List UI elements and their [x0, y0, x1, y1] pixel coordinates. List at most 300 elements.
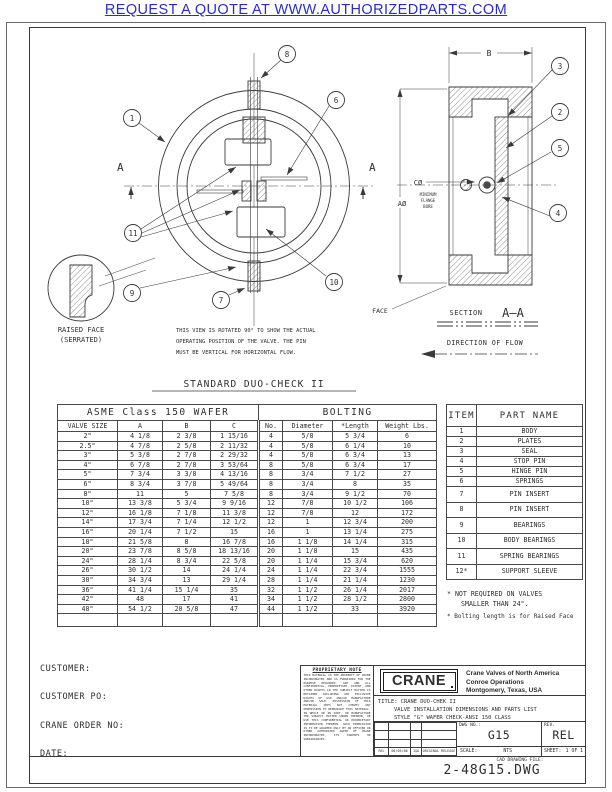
table-cell: 44: [259, 604, 283, 614]
table-cell: 1 1/4: [283, 575, 333, 585]
table-cell: 6": [58, 479, 118, 489]
dimensions-table-body: [58, 432, 437, 627]
table-cell: 13: [378, 451, 437, 461]
proprietary-note-header: PROPRIETARY NOTE: [312, 667, 362, 673]
table-cell: 1230: [378, 575, 437, 585]
table-cell: 21 1/4: [333, 575, 378, 585]
bolting-group-header: BOLTING: [259, 405, 437, 421]
table-cell: PLATES: [477, 437, 583, 447]
drawing-title-field: [374, 696, 585, 722]
left-spring: [242, 181, 251, 201]
svg-text:10: 10: [329, 277, 339, 287]
column-header: B: [163, 421, 211, 432]
table-cell: 3: [447, 447, 477, 457]
table-cell: 7 5/8: [211, 489, 259, 499]
table-cell: 3/4: [283, 489, 333, 499]
table-cell: 8: [333, 479, 378, 489]
table-cell: [283, 614, 333, 627]
table-cell: 54 1/2: [118, 604, 163, 614]
table-cell: 4 13/16: [211, 470, 259, 480]
svg-text:8: 8: [284, 49, 290, 59]
table-cell: 620: [378, 556, 437, 566]
table-row: [447, 487, 583, 503]
company-line: Montgomery, Texas, USA: [466, 687, 543, 695]
table-cell: 13: [163, 575, 211, 585]
table-cell: 1 1/2: [283, 595, 333, 605]
column-header: A: [118, 421, 163, 432]
flow-arrow-icon: [421, 350, 435, 358]
dimensions-table: [57, 404, 437, 627]
table-cell: 10: [378, 441, 437, 451]
table-cell: 1 1/4: [283, 556, 333, 566]
table-row: [58, 566, 437, 576]
svg-text:5: 5: [557, 143, 563, 153]
table-cell: 3 3/8: [163, 470, 211, 480]
customer-fields: [40, 664, 124, 777]
table-cell: 12: [259, 499, 283, 509]
table-cell: 1555: [378, 566, 437, 576]
note-bolting-length: * Bolting length is for Raised Face: [447, 613, 574, 621]
svg-text:MUST BE VERTICAL FOR HORIZONTA: MUST BE VERTICAL FOR HORIZONTAL FLOW.: [176, 350, 297, 356]
table-cell: [259, 614, 283, 627]
table-cell: 28: [259, 575, 283, 585]
table-cell: 18 13/16: [211, 547, 259, 557]
table-cell: 6 1/4: [333, 441, 378, 451]
table-cell: 106: [378, 499, 437, 509]
dimension-b: [449, 47, 532, 83]
table-cell: 2 7/8: [163, 460, 211, 470]
table-cell: 6: [378, 432, 437, 442]
release-row: [375, 747, 457, 755]
crane-logo-text: CRANE: [391, 673, 447, 689]
table-cell: 26 1/4: [333, 585, 378, 595]
svg-text:7: 7: [218, 295, 224, 305]
balloon-8: [279, 46, 296, 63]
table-cell: 8 3/4: [163, 556, 211, 566]
table-cell: 12": [58, 508, 118, 518]
table-cell: 7 1/8: [163, 508, 211, 518]
table-cell: 5 3/4: [163, 499, 211, 509]
dim-label-b: B: [486, 49, 492, 58]
table-cell: 1: [447, 427, 477, 437]
valve-drawing: [29, 27, 586, 401]
right-plate-edge: [261, 177, 307, 180]
svg-text:STANDARD DUO-CHECK II: STANDARD DUO-CHECK II: [183, 379, 325, 390]
table-cell: 3/4: [283, 479, 333, 489]
table-cell: 24: [259, 566, 283, 576]
svg-text:2: 2: [557, 107, 563, 117]
table-cell: 7 1/2: [333, 470, 378, 480]
table-row: [58, 508, 437, 518]
table-row: [58, 556, 437, 566]
scale-label: SCALE:: [460, 749, 478, 754]
rotation-note: [176, 328, 316, 356]
table-cell: 3 53/64: [211, 460, 259, 470]
table-cell: 1 1/2: [283, 604, 333, 614]
customer-po-label: CUSTOMER PO:: [40, 692, 108, 703]
balloon-11: [125, 225, 142, 242]
balloon-6: [328, 92, 345, 109]
table-row: [58, 499, 437, 509]
section-marker-letter: A: [117, 161, 124, 174]
balloon-2: [552, 104, 569, 121]
table-cell: 5: [163, 489, 211, 499]
table-cell: 21 5/8: [118, 537, 163, 547]
table-cell: 20 5/8: [163, 604, 211, 614]
plate-section: [495, 117, 508, 255]
table-cell: 24 1/4: [211, 566, 259, 576]
dwg-no-value: G15: [487, 728, 511, 742]
table-cell: 5 49/64: [211, 479, 259, 489]
table-cell: 15 3/4: [333, 556, 378, 566]
balloon-3: [552, 58, 569, 75]
table-cell: 42": [58, 595, 118, 605]
table-cell: 8: [163, 537, 211, 547]
table-row: [447, 549, 583, 565]
table-row: [447, 437, 583, 447]
table-cell: 32: [259, 585, 283, 595]
table-cell: 13 3/8: [118, 499, 163, 509]
table-cell: 7 1/2: [163, 527, 211, 537]
crane-logo: [380, 669, 458, 693]
svg-text:OPERATING POSITION OF THE VALV: OPERATING POSITION OF THE VALVE. THE PIN: [176, 339, 306, 345]
table-cell: 14": [58, 518, 118, 528]
table-cell: 1: [283, 527, 333, 537]
upper-pin-insert: [243, 117, 265, 143]
column-header: Diameter: [283, 421, 333, 432]
svg-text:6: 6: [333, 95, 339, 105]
sheet-value: 1 OF 1: [565, 749, 583, 754]
table-cell: 29 1/4: [211, 575, 259, 585]
logo-row: [374, 666, 585, 696]
scale-cell: [456, 747, 541, 756]
table-cell: 2 11/32: [211, 441, 259, 451]
section-marker-letter: A: [369, 161, 376, 174]
customer-label: CUSTOMER:: [40, 664, 91, 674]
raised-face-detail: [48, 255, 155, 344]
company-address: [466, 670, 559, 696]
table-cell: 16": [58, 527, 118, 537]
table-row: [447, 457, 583, 467]
table-cell: 12: [259, 518, 283, 528]
table-cell: 8: [259, 470, 283, 480]
table-cell: 36": [58, 585, 118, 595]
table-cell: 14 1/4: [333, 537, 378, 547]
table-cell: 15: [333, 547, 378, 557]
table-cell: 34 3/4: [118, 575, 163, 585]
table-cell: 12 3/4: [333, 518, 378, 528]
table-cell: BEARINGS: [477, 518, 583, 534]
table-cell: 22 3/4: [333, 566, 378, 576]
table-cell: 7 1/4: [163, 518, 211, 528]
table-cell: 11: [447, 549, 477, 565]
table-cell: 16: [259, 537, 283, 547]
min-flange-bore-line1: MINIMUM: [419, 192, 437, 197]
release-description: ORIGINAL RELEASE: [422, 747, 457, 755]
table-cell: [118, 614, 163, 627]
table-cell: 70: [378, 489, 437, 499]
table-row: [447, 502, 583, 518]
column-header: No.: [259, 421, 283, 432]
table-cell: 10": [58, 499, 118, 509]
parts-header-row: [447, 405, 583, 427]
table-cell: 15 1/4: [163, 585, 211, 595]
table-cell: [58, 614, 118, 627]
table-row: [58, 604, 437, 614]
table-cell: SPRINGS: [477, 477, 583, 487]
proprietary-note-body: THIS MATERIAL IS THE PROPERTY OF CRANE INCORPORATED AND IS FURNISHED FOR THE PURPOSE REQUIRED. ANY AND ALL CONFIDENTIAL, PROPRIETARY, PATENT, AND OTHER RIGHTS IN THE SUBJECT MATTER IS RETAINED INCLUDING ANY EXCLUSIVE RIGHTS OF USE AND/OR MANUFACTURE AND/OR SALE. POSSESSION OF THIS MATERIAL DOES NOT CONVEY ANY PERMISSION TO REPRODUCE THIS MATERIAL, IN WHOLE OR IN PART, OR MANUFACTURE THE SUBJECT MATTER SHOWN THEREON, OR USE THIS CONFIDENTIAL OR PROPRIETARY INFORMATION THEREON. SUCH PERMISSION IS TO BE GRANTED ONLY BY AN OFFICER OR OTHER AUTHORIZED AGENT OF CRANE INCORPORATED, ITS PARENTS OR SUBSIDIARIES.: [303, 673, 371, 742]
balloon-7: [213, 292, 230, 309]
table-cell: [378, 614, 437, 627]
table-row: [447, 518, 583, 534]
table-cell: 2": [58, 432, 118, 442]
face-callout: [372, 286, 446, 315]
table-cell: 5": [58, 470, 118, 480]
revision-grid: [374, 722, 457, 756]
table-cell: 5/8: [283, 460, 333, 470]
footer-divider: [30, 756, 300, 757]
table-cell: 35: [211, 585, 259, 595]
column-header: C: [211, 421, 259, 432]
table-cell: 8: [447, 502, 477, 518]
table-cell: 17 3/4: [118, 518, 163, 528]
balloon-9: [124, 285, 141, 302]
table-cell: 8: [259, 479, 283, 489]
table-cell: 8 5/8: [163, 547, 211, 557]
table-cell: 28 1/4: [118, 556, 163, 566]
table-cell: 4: [259, 441, 283, 451]
table-cell: 28 1/2: [333, 595, 378, 605]
table-row: [58, 527, 437, 537]
table-cell: 435: [378, 547, 437, 557]
section-view: [372, 47, 568, 358]
table-cell: 8": [58, 489, 118, 499]
table-cell: 47: [211, 604, 259, 614]
table-cell: 20: [259, 547, 283, 557]
title-line: VALVE INSTALLATION DIMENSIONS AND PARTS LIST: [394, 707, 537, 714]
table-row: [447, 533, 583, 549]
flow-direction: [421, 339, 538, 358]
table-cell: 35: [378, 479, 437, 489]
drawing-title: [152, 379, 356, 391]
column-header: VALVE SIZE: [58, 421, 118, 432]
table-cell: SUPPORT SLEEVE: [477, 564, 583, 580]
table-row: [58, 432, 437, 442]
table-cell: 30": [58, 575, 118, 585]
balloon-1: [124, 110, 141, 127]
detail-label-line2: (SERRATED): [59, 336, 103, 344]
svg-text:4: 4: [555, 208, 561, 218]
min-flange-bore-line2: FLANGE: [420, 198, 436, 203]
table-cell: BODY BEARINGS: [477, 533, 583, 549]
quote-link[interactable]: REQUEST A QUOTE AT WWW.AUTHORIZEDPARTS.COM: [104, 2, 508, 18]
title-line: STYLE "G" WAFER CHECK-ANSI 150 CLASS: [394, 715, 511, 722]
detail-label-line1: RAISED FACE: [57, 326, 105, 334]
table-cell: 11: [118, 489, 163, 499]
table-cell: 8: [259, 489, 283, 499]
min-flange-bore-line3: BORE: [423, 204, 433, 209]
balloon-10: [326, 274, 343, 291]
table-cell: 14: [163, 566, 211, 576]
raised-face-section: [70, 265, 92, 317]
body-bottom-section: [449, 255, 532, 285]
table-cell: 12: [259, 508, 283, 518]
table-cell: 6 3/4: [333, 451, 378, 461]
table-cell: 2: [447, 437, 477, 447]
flow-label: DIRECTION OF FLOW: [446, 339, 524, 347]
table-cell: 2 29/32: [211, 451, 259, 461]
table-row: [447, 467, 583, 477]
sheet-label: SHEET:: [544, 749, 562, 754]
table-cell: 4 7/8: [118, 441, 163, 451]
parts-table: [446, 404, 583, 580]
table-cell: 5/8: [283, 451, 333, 461]
rev-cell: [541, 722, 585, 747]
table-cell: 5/8: [283, 441, 333, 451]
table-cell: 48: [118, 595, 163, 605]
title-line: TITLE: CRANE DUO-CHEK II: [378, 699, 456, 705]
table-notes: [447, 590, 573, 622]
table-cell: 1 1/4: [283, 566, 333, 576]
table-cell: PIN INSERT: [477, 487, 583, 503]
table-row: [447, 564, 583, 580]
table-cell: 4: [259, 432, 283, 442]
table-cell: 3920: [378, 604, 437, 614]
wafer-group-header: ASME Class 150 WAFER: [58, 405, 259, 421]
balloon-5: [552, 140, 569, 157]
table-cell: HINGE PIN: [477, 467, 583, 477]
table-cell: 5/8: [283, 432, 333, 442]
table-row: [58, 585, 437, 595]
sheet-cell: [541, 747, 585, 756]
table-cell: 17: [378, 460, 437, 470]
table-cell: 41: [211, 595, 259, 605]
table-cell: 24": [58, 556, 118, 566]
table-cell: 22 5/8: [211, 556, 259, 566]
release-rev: REL: [375, 747, 389, 755]
table-row: [58, 460, 437, 470]
table-cell: BODY: [477, 427, 583, 437]
svg-text:THIS VIEW IS ROTATED 90° TO SH: THIS VIEW IS ROTATED 90° TO SHOW THE ACTUAL: [176, 328, 316, 334]
front-view: [117, 46, 376, 327]
table-cell: 9: [447, 518, 477, 534]
table-cell: 20: [259, 556, 283, 566]
dim-label-a: AØ: [397, 200, 407, 208]
table-row: [447, 447, 583, 457]
section-name: A—A: [502, 306, 524, 320]
table-cell: 12 1/2: [211, 518, 259, 528]
table-cell: 6 3/4: [333, 460, 378, 470]
table-cell: 200: [378, 518, 437, 528]
section-caption: [437, 306, 538, 326]
table-cell: 1 15/16: [211, 432, 259, 442]
table-cell: 4: [259, 451, 283, 461]
table-cell: 172: [378, 508, 437, 518]
table-cell: 33: [333, 604, 378, 614]
table-cell: 7/8: [283, 508, 333, 518]
table-row: [58, 451, 437, 461]
pin-bottom-insert: [248, 261, 260, 291]
svg-text:1: 1: [129, 113, 135, 123]
table-row: [58, 614, 437, 627]
date-label: DATE:: [40, 748, 69, 759]
table-cell: 2017: [378, 585, 437, 595]
svg-text:9: 9: [129, 288, 135, 298]
table-cell: 1 1/8: [283, 547, 333, 557]
table-cell: SPRING BEARINGS: [477, 549, 583, 565]
table-row: [58, 489, 437, 499]
table-cell: 6: [447, 477, 477, 487]
table-cell: 5: [447, 467, 477, 477]
table-cell: 27: [378, 470, 437, 480]
table-cell: 16 7/8: [211, 537, 259, 547]
table-cell: [211, 614, 259, 627]
table-cell: 34: [259, 595, 283, 605]
note-support-sleeve-line2: SMALLER THAN 24".: [461, 599, 529, 608]
pin-top-insert: [248, 81, 260, 109]
table-cell: STOP PIN: [477, 457, 583, 467]
table-cell: 7: [447, 487, 477, 503]
table-row: [58, 441, 437, 451]
column-header: Weight Lbs.: [378, 421, 437, 432]
table-row: [58, 575, 437, 585]
table-cell: 23 7/8: [118, 547, 163, 557]
table-cell: 2 7/8: [163, 451, 211, 461]
body-top-section: [449, 87, 532, 117]
table-cell: 5 3/8: [118, 451, 163, 461]
section-cut-marker-right: [363, 161, 376, 199]
table-cell: 6 7/8: [118, 460, 163, 470]
svg-text:11: 11: [128, 228, 138, 238]
table-cell: 9 1/2: [333, 489, 378, 499]
table-row: [58, 479, 437, 489]
table-row: [447, 477, 583, 487]
table-row: [58, 470, 437, 480]
table-cell: 2 5/8: [163, 441, 211, 451]
table-cell: 30 1/2: [118, 566, 163, 576]
table-cell: 3 7/8: [163, 479, 211, 489]
column-header: ITEM: [447, 405, 477, 427]
table-cell: 16: [259, 527, 283, 537]
table-cell: 3/4: [283, 470, 333, 480]
cad-file-name: 2-48G15.DWG: [443, 763, 541, 778]
cad-file-label: CAD DRAWING FILE:: [496, 758, 544, 763]
table-cell: 8: [259, 460, 283, 470]
dwg-no-label: DWG NO.:: [459, 723, 482, 728]
table-row: [58, 537, 437, 547]
table-row: [58, 547, 437, 557]
table-cell: 15: [211, 527, 259, 537]
rev-label: REV.: [544, 723, 556, 728]
company-line: Crane Valves of North America: [466, 670, 560, 677]
company-line: Conroe Operations: [466, 678, 524, 686]
table-row: [58, 518, 437, 528]
table-row: [447, 427, 583, 437]
quote-banner: [0, 2, 612, 18]
svg-text:3: 3: [557, 61, 563, 71]
table-cell: 26": [58, 566, 118, 576]
table-cell: 5 3/4: [333, 432, 378, 442]
table-cell: 2.5": [58, 441, 118, 451]
table-cell: 8 3/4: [118, 479, 163, 489]
right-spring: [257, 181, 266, 201]
table-cell: 13 1/4: [333, 527, 378, 537]
rev-value: REL: [552, 728, 575, 742]
table-cell: 1 1/2: [283, 585, 333, 595]
table-cell: SEAL: [477, 447, 583, 457]
table-cell: 2800: [378, 595, 437, 605]
table-cell: 16 1/8: [118, 508, 163, 518]
